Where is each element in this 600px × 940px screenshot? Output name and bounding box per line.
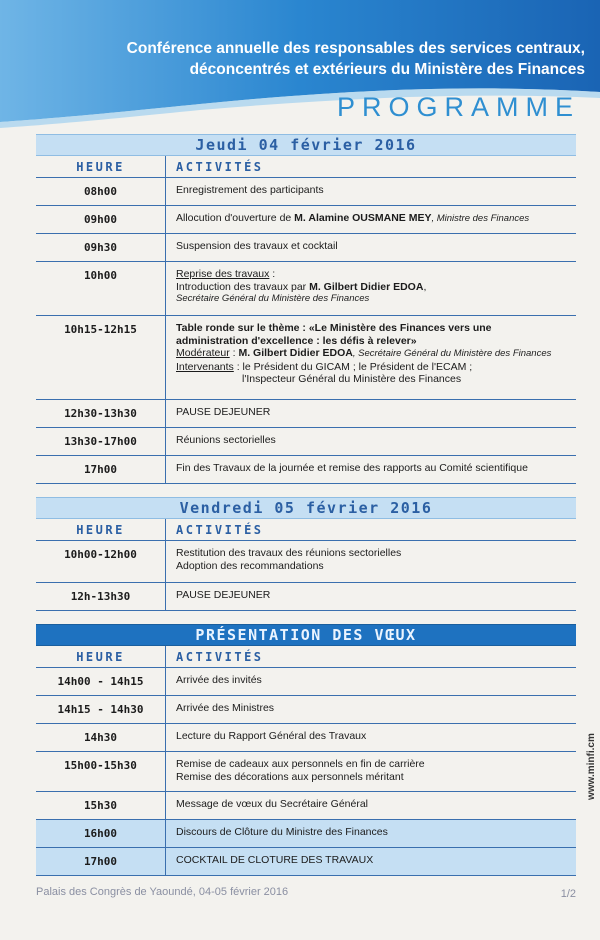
- voeux-banner: PRÉSENTATION DES VŒUX: [36, 624, 576, 646]
- activities-header: ACTIVITÉS: [176, 650, 264, 664]
- row-hour: 17h00: [36, 456, 166, 483]
- row-activity: [166, 541, 576, 582]
- title-line-1: Conférence annuelle des responsables des services centraux,: [126, 40, 585, 57]
- row-activity: Enregistrement des participants: [176, 184, 324, 196]
- speaker-role: , Ministre des Finances: [431, 213, 530, 224]
- activity-text: : le Président du GICAM ; le Président de l'ECAM ;: [233, 360, 473, 373]
- row-activity: [166, 206, 576, 233]
- activity-text: l'Inspecteur Général du Ministère des Finances: [242, 373, 462, 385]
- table-row: [36, 752, 576, 792]
- activity-text: Allocution d'ouverture de: [176, 212, 295, 224]
- row-activity: Arrivée des Ministres: [176, 702, 275, 714]
- day2-section: [36, 497, 576, 611]
- table-row: [36, 178, 576, 206]
- row-activity: Lecture du Rapport Général des Travaux: [176, 730, 367, 742]
- activity-text: Remise des décorations aux personnels méritant: [176, 770, 404, 783]
- row-activity: PAUSE DEJEUNER: [176, 589, 271, 601]
- table-row: [36, 456, 576, 484]
- moderator-label: Modérateur: [176, 347, 230, 359]
- activities-header: ACTIVITÉS: [176, 160, 264, 174]
- activity-text: ,: [423, 280, 427, 293]
- conference-title: [40, 38, 585, 80]
- hour-header: HEURE: [36, 156, 166, 177]
- row-hour: 09h30: [36, 234, 166, 261]
- page-number: 1/2: [560, 888, 576, 900]
- activity-text: Reprise des travaux: [176, 268, 270, 280]
- speakers-label: Intervenants: [176, 360, 234, 373]
- table-row: [36, 792, 576, 820]
- table-row: [36, 820, 576, 848]
- row-activity: [166, 316, 576, 399]
- activities-header: ACTIVITÉS: [176, 523, 264, 537]
- row-hour: 10h15-12h15: [36, 316, 166, 399]
- day1-banner: Jeudi 04 février 2016: [36, 134, 576, 156]
- row-hour: 10h00-12h00: [36, 541, 166, 582]
- activity-text: :: [229, 347, 239, 359]
- table-row: [36, 234, 576, 262]
- website-url: www.minfi.cm: [586, 733, 597, 800]
- row-activity: [166, 262, 576, 315]
- voeux-section: [36, 624, 576, 876]
- row-activity: Message de vœux du Secrétaire Général: [176, 798, 369, 810]
- activity-text: Introduction des travaux par: [176, 280, 310, 293]
- row-hour: 12h30-13h30: [36, 400, 166, 427]
- venue-footer: Palais des Congrès de Yaoundé, 04-05 février 2016: [36, 886, 289, 898]
- table-row: [36, 541, 576, 583]
- row-hour: 14h00 - 14h15: [36, 668, 166, 695]
- speaker-name: M. Gilbert Didier EDOA: [309, 280, 424, 293]
- row-activity: Discours de Clôture du Ministre des Finances: [176, 826, 388, 838]
- table-row: [36, 583, 576, 611]
- table-row: [36, 696, 576, 724]
- row-hour: 13h30-17h00: [36, 428, 166, 455]
- activity-text: Adoption des recommandations: [176, 559, 324, 572]
- row-hour: 15h30: [36, 792, 166, 819]
- activity-text: administration d'excellence : les défis à relever»: [176, 334, 417, 347]
- table-row: [36, 316, 576, 400]
- title-line-2: déconcentrés et extérieurs du Ministère des Finances: [189, 61, 585, 78]
- row-activity: PAUSE DEJEUNER: [176, 406, 271, 418]
- row-hour: 14h30: [36, 724, 166, 751]
- row-hour: 09h00: [36, 206, 166, 233]
- activity-text: Restitution des travaux des réunions sectorielles: [176, 547, 402, 559]
- row-hour: 17h00: [36, 848, 166, 875]
- programme-heading: PROGRAMME: [336, 92, 580, 122]
- row-activity: Suspension des travaux et cocktail: [176, 240, 338, 252]
- table-row: [36, 724, 576, 752]
- voeux-column-header: [36, 646, 576, 668]
- row-hour: 16h00: [36, 820, 166, 847]
- row-hour: 15h00-15h30: [36, 752, 166, 791]
- speaker-role: , Secrétaire Général du Ministère des Finances: [352, 348, 552, 359]
- row-activity: [166, 752, 576, 791]
- table-row: [36, 428, 576, 456]
- speaker-role: Secrétaire Général du Ministère des Finances: [176, 293, 370, 304]
- day2-column-header: [36, 519, 576, 541]
- activity-text: Remise de cadeaux aux personnels en fin de carrière: [176, 758, 425, 770]
- row-activity: Fin des Travaux de la journée et remise des rapports au Comité scientifique: [176, 462, 528, 474]
- row-hour: 08h00: [36, 178, 166, 205]
- activity-text: :: [269, 268, 276, 280]
- row-hour: 10h00: [36, 262, 166, 315]
- day1-section: [36, 134, 576, 484]
- hour-header: HEURE: [36, 519, 166, 540]
- table-row: [36, 848, 576, 876]
- row-activity: COCKTAIL DE CLOTURE DES TRAVAUX: [176, 854, 374, 866]
- table-row: [36, 400, 576, 428]
- day2-banner: Vendredi 05 février 2016: [36, 497, 576, 519]
- row-activity: Arrivée des invités: [176, 674, 262, 686]
- row-hour: 12h-13h30: [36, 583, 166, 610]
- speaker-name: M. Alamine OUSMANE MEY: [294, 212, 432, 224]
- hour-header: HEURE: [36, 646, 166, 667]
- table-row: [36, 262, 576, 316]
- table-row: [36, 206, 576, 234]
- table-row: [36, 668, 576, 696]
- day1-column-header: [36, 156, 576, 178]
- row-activity: Réunions sectorielles: [176, 434, 276, 446]
- row-hour: 14h15 - 14h30: [36, 696, 166, 723]
- activity-text: Table ronde sur le thème : «Le Ministère des Finances vers une: [176, 322, 492, 334]
- speaker-name: M. Gilbert Didier EDOA: [238, 347, 353, 359]
